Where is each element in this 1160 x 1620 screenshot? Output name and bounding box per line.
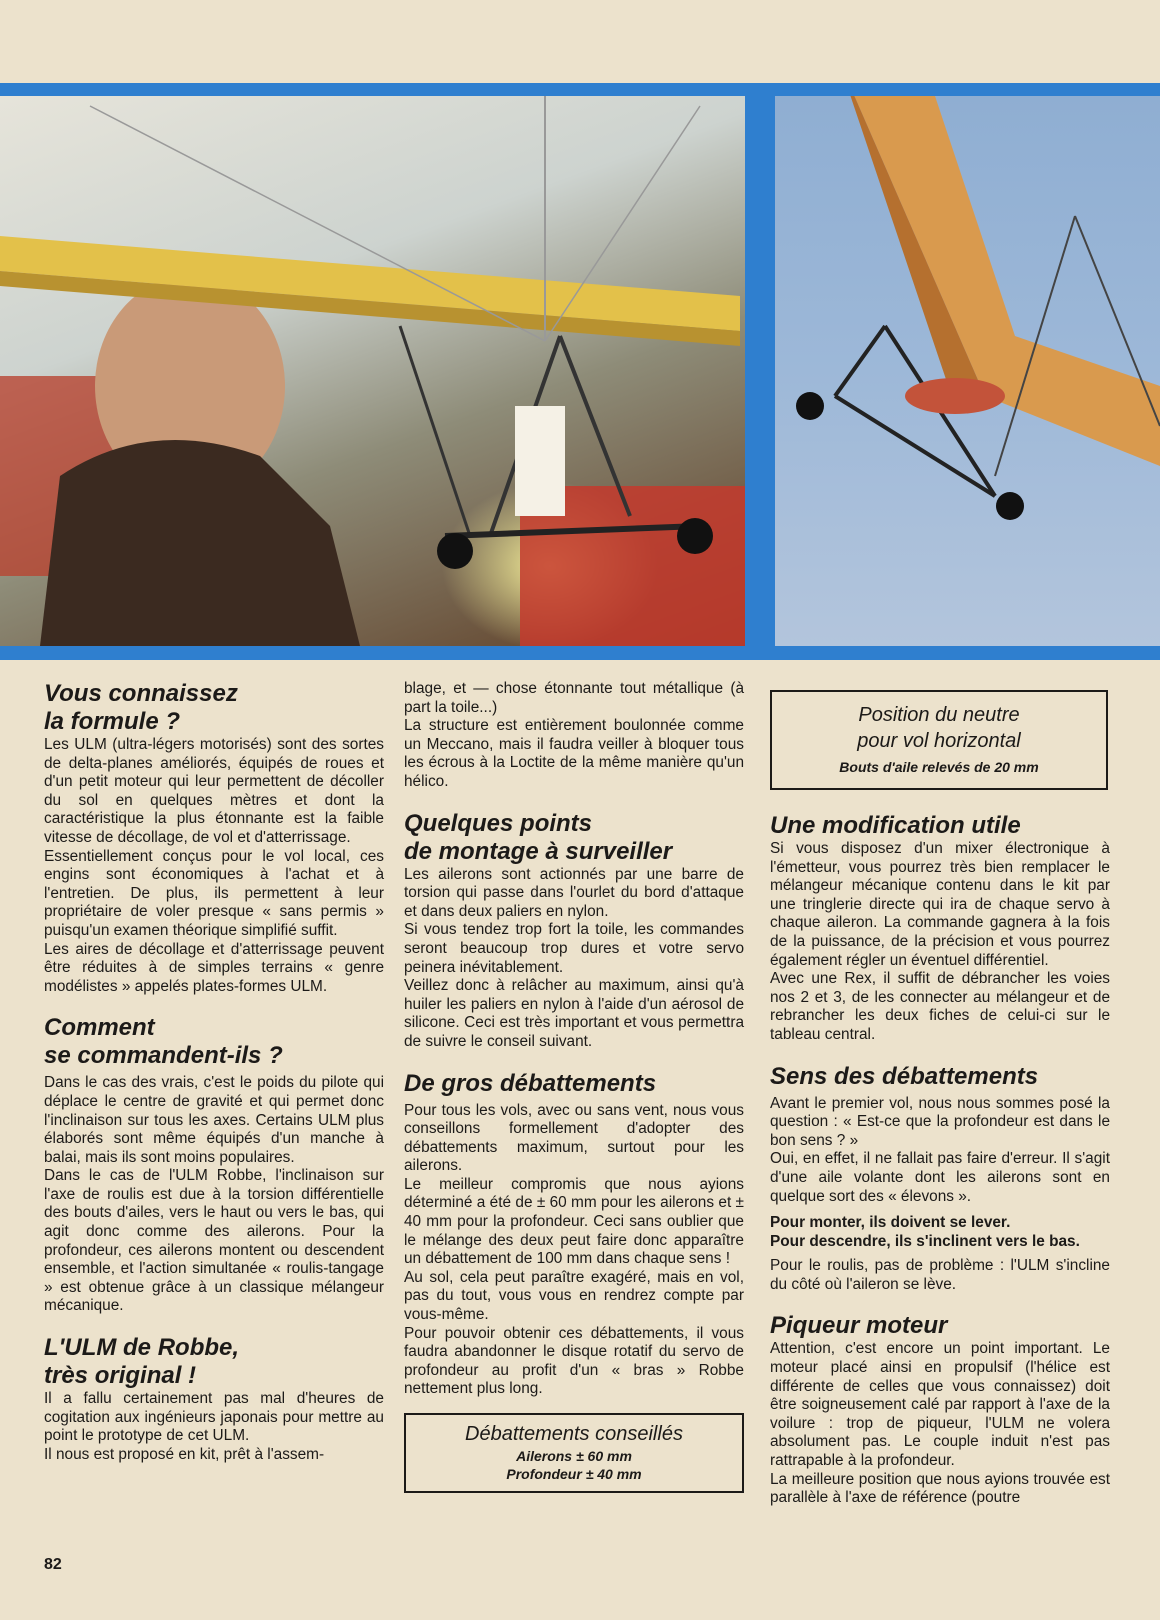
box-neutre-line1: Bouts d'aile relevés de 20 mm xyxy=(839,759,1039,775)
bold-statement: Pour descendre, ils s'inclinent vers le bas. xyxy=(770,1232,1080,1250)
paragraph: Si vous disposez d'un mixer électronique à l'émetteur, vous pourrez très bien remplacer le mélangeur mécanique contenu dans le kit par une tringlerie directe qui ira de chaque servo à chaque aileron. La commande gagnera à la fois de la puissance, de la précision et vous pourrez également régler un éventuel différentiel. xyxy=(770,840,1110,969)
paragraph: Avec une Rex, il suffit de débrancher les voies nos 2 et 3, de les connecter au mélangeur et de rebrancher les deux fiches de celui-ci sur le tableau central. xyxy=(770,970,1110,1043)
heading-sens: Sens des débattements xyxy=(770,1062,1039,1090)
column-3 xyxy=(770,680,1110,1508)
heading-commandent-line1: Comment xyxy=(44,1014,155,1042)
paragraph: Dans le cas des vrais, c'est le poids du pilote qui déplace le centre de gravité et qui permet donc l'inclinaison sur tous les axes. Certains ULM plus élaborés sont même équipés d'un manche à balai, mais ils sont moins populaires. xyxy=(44,1074,384,1166)
heading-piqueur: Piqueur moteur xyxy=(770,1312,948,1340)
bold-statement: Pour monter, ils doivent se lever. xyxy=(770,1214,1011,1232)
paragraph: Oui, en effet, il ne fallait pas faire d'erreur. Il s'agit d'une aile volante dont les ailerons sont en quelque sort des « élevons ». xyxy=(770,1150,1110,1205)
box-position-neutre xyxy=(770,690,1108,790)
heading-montage-line1: Quelques points xyxy=(404,809,593,837)
column-2 xyxy=(404,680,744,1493)
photo-left-illustration xyxy=(0,96,745,646)
paragraph: Il a fallu certainement pas mal d'heures de cogitation aux ingénieurs japonais pour mettre au point le prototype de cet ULM. xyxy=(44,1390,384,1445)
paragraph: Les ailerons sont actionnés par une barre de torsion qui passe dans l'ourlet du bord d'attaque et dans deux paliers en nylon. xyxy=(404,865,744,920)
box-neutre-title-line2: pour vol horizontal xyxy=(857,730,1021,752)
paragraph: Le meilleur compromis que nous ayions déterminé a été de ± 60 mm pour les ailerons et ± 40 mm pour la profondeur. Ceci sans oublier que le mélange des deux peut faire donc apparaître un débattement de 100 mm dans chaque sens ! xyxy=(404,1175,744,1268)
paragraph: Au sol, cela peut paraître exagéré, mais en vol, pas du tout, vous vous en rendrez compte par vous-même. xyxy=(404,1268,744,1324)
paragraph: Il nous est proposé en kit, prêt à l'assem- xyxy=(44,1445,325,1463)
heading-modification: Une modification utile xyxy=(770,812,1021,839)
paragraph: Les aires de décollage et d'atterrissage peuvent être réduites à de simples terrains « genre modélistes » appelés plates-formes ULM. xyxy=(44,940,384,995)
heading-formule xyxy=(44,680,384,736)
paragraph: Dans le cas de l'ULM Robbe, l'inclinaison sur l'axe de roulis est due à la torsion différentielle des bouts d'ailes, vers le haut ou vers le bas, qui agit donc comme des ailerons. Pour la profondeur, ces ailerons montent ou descendent ensemble, et l'action simultanée « roulis-tangage » est obtenue grâce à un classique mélangeur mécanique. xyxy=(44,1167,384,1315)
box-debattements-conseilles xyxy=(404,1413,744,1493)
heading-debattements: De gros débattements xyxy=(404,1069,657,1097)
box-debattements-line2: Profondeur ± 40 mm xyxy=(506,1466,642,1482)
column-1 xyxy=(44,680,384,1464)
heading-commandent xyxy=(44,1014,384,1070)
paragraph: La structure est entièrement boulonnée comme un Meccano, mais il faudra veiller à bloquer tous les écrous à la Loctite de la même manière qu'un hélico. xyxy=(404,717,744,790)
photo-right xyxy=(775,96,1160,646)
heading-robbe-line1: L'ULM de Robbe, xyxy=(44,1334,240,1362)
heading-robbe xyxy=(44,1334,384,1390)
photo-right-illustration xyxy=(775,96,1160,646)
paragraph: Si vous tendez trop fort la toile, les commandes seront beaucoup trop dures et votre servo peinera inévitablement. xyxy=(404,921,744,976)
paragraph: Veillez donc à relâcher au maximum, ainsi qu'à huiler les paliers en nylon à l'aide d'un aérosol de silicone. Ceci est très important et vous permettra de suivre le conseil suivant. xyxy=(404,977,744,1050)
photo-left xyxy=(0,96,745,646)
paragraph: Avant le premier vol, nous nous sommes posé la question : « Est-ce que la profondeur est dans le bon sens ? » xyxy=(770,1094,1110,1149)
paragraph: Attention, c'est encore un point important. Le moteur placé ainsi en propulsif (l'hélice est différente de celles que vous connaissez) doit être soigneusement calé par rapport à l'axe de la voilure : trop de piqueur, l'ULM ne volera absolument pas. Le couple induit n'est pas rattrapable à la profondeur. xyxy=(770,1340,1110,1470)
heading-montage xyxy=(404,810,744,866)
heading-robbe-line2: très original ! xyxy=(44,1362,197,1390)
paragraph: Pour tous les vols, avec ou sans vent, nous vous conseillons formellement d'adopter des débattements maximum, surtout pour les ailerons. xyxy=(404,1101,744,1175)
page-number: 82 xyxy=(44,1556,62,1573)
heading-formule-line2: la formule ? xyxy=(44,708,181,735)
box-debattements-title: Débattements conseillés xyxy=(465,1423,683,1445)
paragraph: Essentiellement conçus pour le vol local, ces engins sont économiques à l'achat et à l'entretien. De plus, ils permettent à leur propriétaire de voler presque « sans permis » puisqu'un examen théorique simplifié suffit. xyxy=(44,847,384,939)
paragraph: Pour le roulis, pas de problème : l'ULM s'incline du côté où l'aileron se lève. xyxy=(770,1257,1110,1293)
box-debattements-line1: Ailerons ± 60 mm xyxy=(516,1448,632,1464)
box-neutre-title-line1: Position du neutre xyxy=(858,704,1020,726)
paragraph: La meilleure position que nous ayions trouvée est parallèle à l'axe de référence (poutre xyxy=(770,1470,1110,1507)
paragraph: blage, et — chose étonnante tout métallique (à part la toile...) xyxy=(404,680,744,716)
paragraph: Pour pouvoir obtenir ces débattements, il vous faudra abandonner le disque rotatif du servo de profondeur au profit d'un « bras » Robbe nettement plus long. xyxy=(404,1324,744,1398)
paragraph: Les ULM (ultra-légers motorisés) sont des sortes de delta-planes améliorés, équipés de roues et d'un petit moteur qui leur permettent de décoller du sol en quelques mètres et dont la caractéristique la plus étonnante est la faible vitesse de décollage, de vol et d'atterrissage. xyxy=(44,736,384,846)
heading-commandent-line2: se commandent-ils ? xyxy=(44,1042,283,1070)
heading-formule-line1: Vous connaissez xyxy=(44,680,238,707)
heading-montage-line2: de montage à surveiller xyxy=(404,837,673,865)
